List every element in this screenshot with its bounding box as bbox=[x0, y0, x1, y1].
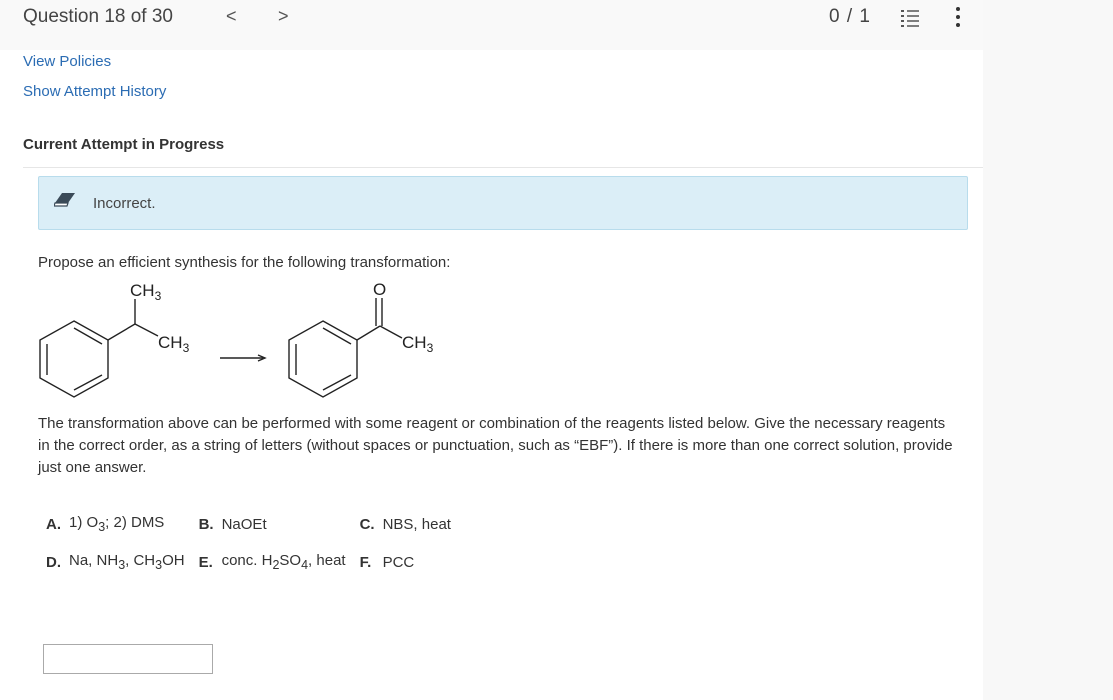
question-header bbox=[0, 0, 983, 50]
next-question-button[interactable]: > bbox=[278, 6, 289, 26]
eraser-icon bbox=[54, 192, 76, 208]
list-icon[interactable] bbox=[900, 8, 920, 28]
option-letter: C. bbox=[359, 515, 375, 533]
reaction-scheme bbox=[38, 278, 458, 398]
question-counter: Question 18 of 30 bbox=[23, 6, 173, 27]
option-letter: B. bbox=[198, 515, 214, 533]
option-letter: E. bbox=[198, 553, 213, 571]
reactant-methyl-top-label: $CH_3$ bbox=[130, 281, 162, 303]
question-prompt: Propose an efficient synthesis for the following transformation: bbox=[38, 254, 451, 271]
more-options-icon[interactable] bbox=[950, 6, 966, 28]
product-methyl-label: $CH_3$ bbox=[402, 333, 434, 355]
option-text: PCC bbox=[382, 553, 415, 571]
reagent-options bbox=[38, 505, 457, 581]
show-attempt-history-link[interactable]: Show Attempt History bbox=[23, 83, 167, 100]
product-oxygen-label: O bbox=[373, 280, 387, 299]
attempt-heading: Current Attempt in Progress bbox=[23, 136, 225, 153]
option-letter: A. bbox=[46, 515, 61, 533]
reactant-benzene-ring bbox=[40, 321, 108, 397]
option-text: conc. $H_2SO_4$, heat bbox=[221, 552, 346, 572]
option-letter: F. bbox=[359, 553, 372, 571]
reactant-methyl-right-label: $CH_3$ bbox=[158, 333, 190, 355]
option-letter: D. bbox=[46, 553, 61, 571]
option-text: Na, $NH_3$, $CH_3OH$ bbox=[69, 552, 185, 572]
answer-input[interactable] bbox=[43, 644, 213, 674]
previous-question-button[interactable]: < bbox=[226, 6, 237, 26]
feedback-alert bbox=[38, 176, 968, 230]
score: 0 / 1 bbox=[829, 6, 871, 27]
divider bbox=[23, 167, 983, 168]
option-text: NaOEt bbox=[221, 515, 267, 533]
feedback-status: Incorrect. bbox=[93, 195, 156, 212]
product-benzene-ring bbox=[289, 321, 357, 397]
option-text: 1) $O_3$; 2) DMS bbox=[69, 514, 165, 534]
view-policies-link[interactable]: View Policies bbox=[23, 53, 112, 70]
option-text: NBS, heat bbox=[382, 515, 451, 533]
question-instructions: The transformation above can be performed with some reagent or combination of the reagents listed below. Give the necessary reagents in the correct order, as a string of letters (without spaces or punctuation, such as “EBF”). If there is more than one correct solution, provide just one answer. bbox=[38, 415, 953, 476]
